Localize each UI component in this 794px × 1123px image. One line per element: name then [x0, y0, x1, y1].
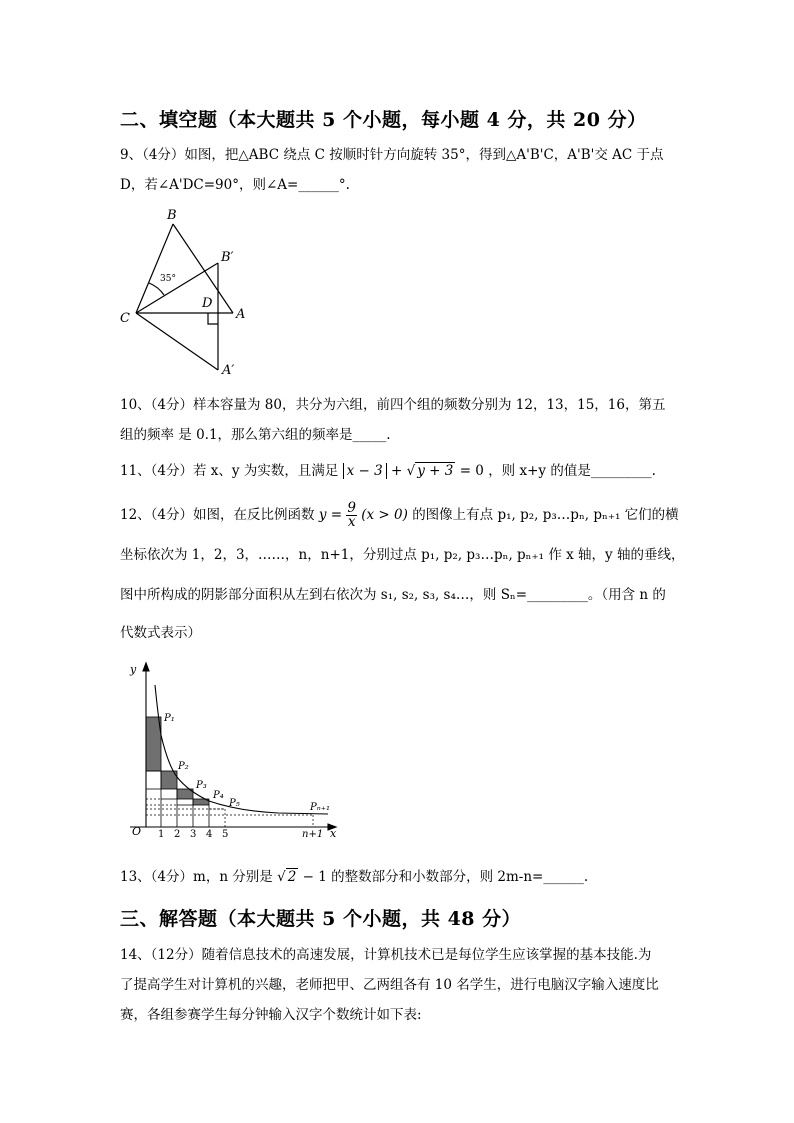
- q12-line-3: 图中所构成的阴影部分面积从左到右依次为 s₁, s₂, s₃, s₄…，则 Sₙ=_________。（用含 n 的: [120, 587, 666, 603]
- q11-sqrt-expression: y + 3: [417, 463, 454, 479]
- q9-triangle-figure: [110, 200, 260, 380]
- x-axis-label: x: [330, 827, 337, 840]
- y-axis-label: y: [130, 663, 137, 676]
- origin-label: O: [132, 825, 142, 838]
- q12-fraction: [346, 502, 357, 529]
- q12-frac-den: x: [347, 514, 356, 530]
- tick-3: 3: [190, 829, 197, 840]
- q12-domain: (x > 0): [361, 507, 408, 523]
- q13-minus: − 1: [302, 869, 327, 885]
- label-B-prime: B′: [221, 250, 234, 265]
- label-angle: 35°: [160, 274, 176, 284]
- q11-line: 11、（4分）若 x、y 为实数，且满足 x − 3 + √ y + 3 = 0 ，则 x+y 的值是_________.: [120, 463, 656, 479]
- q12-line1-suffix: 的图像上有点 p₁, p₂, p₃…pₙ, pₙ₊₁ 它们的横: [412, 507, 679, 523]
- q11-abs-expression: x − 3: [343, 463, 387, 479]
- label-P3: P₃: [196, 780, 207, 791]
- shaded-s1: [146, 717, 161, 771]
- tick-5: 5: [222, 829, 229, 840]
- label-D: D: [202, 296, 213, 311]
- q12-line-2: 坐标依次为 1，2，3，……，n，n+1，分别过点 p₁, p₂, p₃…pₙ, pₙ₊₁ 作 x 轴，y 轴的垂线，: [120, 547, 685, 563]
- tick-n-plus-1: n+1: [302, 829, 324, 840]
- section-2-title: 二、填空题（本大题共 5 个小题，每小题 4 分，共 20 分）: [120, 109, 647, 131]
- q14-line-1: 14、（12分）随着信息技术的高速发展，计算机技术已是每位学生应该掌握的基本技能.为: [120, 947, 652, 963]
- q11-plus: +: [391, 463, 403, 479]
- q11-equals: = 0: [459, 463, 484, 479]
- label-P5: P₅: [229, 798, 240, 809]
- q10-line-2: 组的频率 是 0.1，那么第六组的频率是_____.: [120, 427, 391, 443]
- q12-line-1: [120, 501, 679, 529]
- q10-line-1: 10、（4分）样本容量为 80，共分为六组，前四个组的频数分别为 12，13，15，16，第五: [120, 397, 666, 413]
- q11-suffix: ，则 x+y 的值是_________.: [488, 463, 656, 479]
- q11-prefix: 11、（4分）若 x、y 为实数，且满足: [120, 463, 339, 479]
- q12-prefix: 12、（4分）如图，在反比例函数: [120, 507, 315, 523]
- label-A-prime: A′: [222, 363, 235, 378]
- q12-line-4: 代数式表示）: [120, 625, 201, 641]
- q12-hyperbola-figure: [118, 655, 343, 845]
- tick-4: 4: [206, 829, 213, 840]
- q9-line-2: D，若∠A'DC=90°，则∠A=______°.: [120, 177, 350, 193]
- label-C: C: [120, 311, 130, 326]
- q14-line-2: 了提高学生对计算机的兴趣，老师把甲、乙两组各有 10 名学生，进行电脑汉字输入速度比: [120, 977, 659, 993]
- angle-arc: [149, 283, 164, 295]
- label-P4: P₄: [213, 790, 224, 801]
- q13-sqrt-expression: 2: [287, 869, 297, 885]
- label-B: B: [167, 208, 177, 223]
- q13-prefix: 13、（4分）m，n 分别是: [120, 869, 273, 885]
- edge-CA1: [136, 313, 218, 370]
- label-P1: P₁: [164, 713, 175, 724]
- edge-CB: [136, 224, 173, 313]
- tick-2: 2: [174, 829, 181, 840]
- q13-line: 13、（4分）m，n 分别是 √ 2 − 1 的整数部分和小数部分，则 2m-n=______.: [120, 869, 589, 885]
- q9-line-1: 9、（4分）如图，把△ABC 绕点 C 按顺时针方向旋转 35°，得到△A'B'C，A'B'交 AC 于点: [120, 147, 664, 163]
- right-angle-mark: [208, 313, 218, 324]
- tick-1: 1: [158, 829, 165, 840]
- q12-frac-num: 9: [347, 500, 356, 516]
- q12-func-lhs: y =: [318, 507, 343, 523]
- section-3-title: 三、解答题（本大题共 5 个小题，共 48 分）: [120, 908, 522, 930]
- q14-line-3: 赛，各组参赛学生每分钟输入汉字个数统计如下表:: [120, 1007, 422, 1023]
- label-Pn1: Pₙ₊₁: [310, 802, 331, 813]
- label-A: A: [236, 307, 246, 322]
- label-P2: P₂: [178, 761, 189, 772]
- q13-suffix: 的整数部分和小数部分，则 2m-n=______.: [331, 869, 589, 885]
